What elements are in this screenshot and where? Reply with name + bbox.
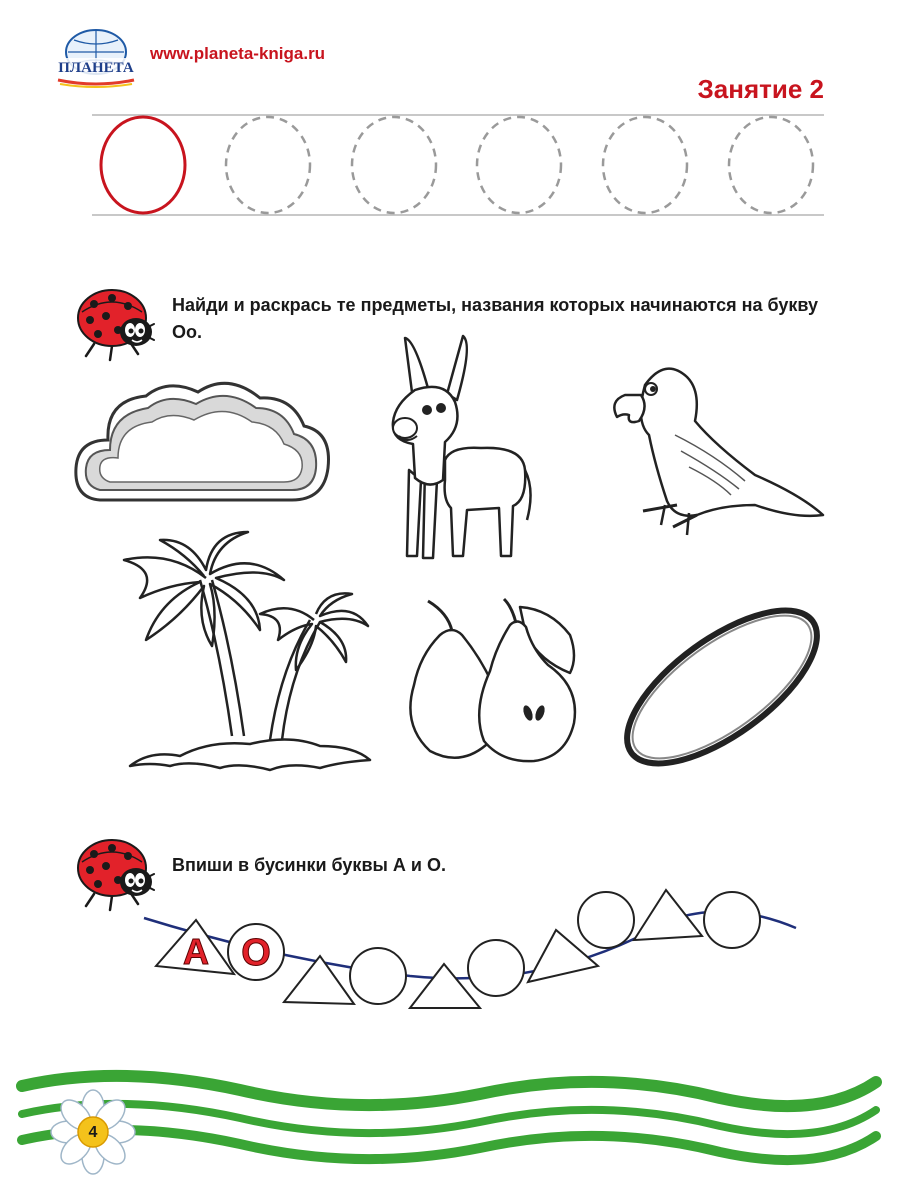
sample-letter-o	[101, 117, 185, 213]
parrot-icon	[605, 355, 827, 555]
beads-string	[130, 880, 810, 1020]
pears-icon	[400, 595, 580, 765]
page-number: 4	[88, 1124, 98, 1141]
ladybug-icon	[72, 282, 156, 362]
dashed-letter-o	[226, 117, 813, 213]
site-url: www.planeta-kniga.ru	[150, 44, 326, 63]
publisher-logo	[48, 26, 144, 88]
task1-instruction: Найди и раскрась те предметы, названия которых начинаются на букву Оо.	[172, 295, 819, 342]
bead-letter-o: О	[241, 932, 271, 974]
lesson-title: Занятие 2	[697, 74, 824, 104]
palm-island-icon	[120, 530, 375, 780]
hoop-icon	[610, 600, 835, 775]
bead-letter-a: А	[183, 931, 209, 972]
logo-text: ПЛАНЕТА	[58, 60, 134, 76]
bead-circle[interactable]	[468, 940, 524, 996]
bead-triangle[interactable]	[284, 956, 354, 1004]
cloud-icon	[70, 370, 332, 510]
footer-wave	[0, 1060, 900, 1200]
task2-instruction: Впиши в бусинки буквы А и О.	[172, 855, 446, 875]
donkey-icon	[385, 330, 535, 570]
bead-circle[interactable]	[578, 892, 634, 948]
bead-circle[interactable]	[704, 892, 760, 948]
bead-circle[interactable]	[350, 948, 406, 1004]
letter-trace-row	[0, 100, 900, 230]
